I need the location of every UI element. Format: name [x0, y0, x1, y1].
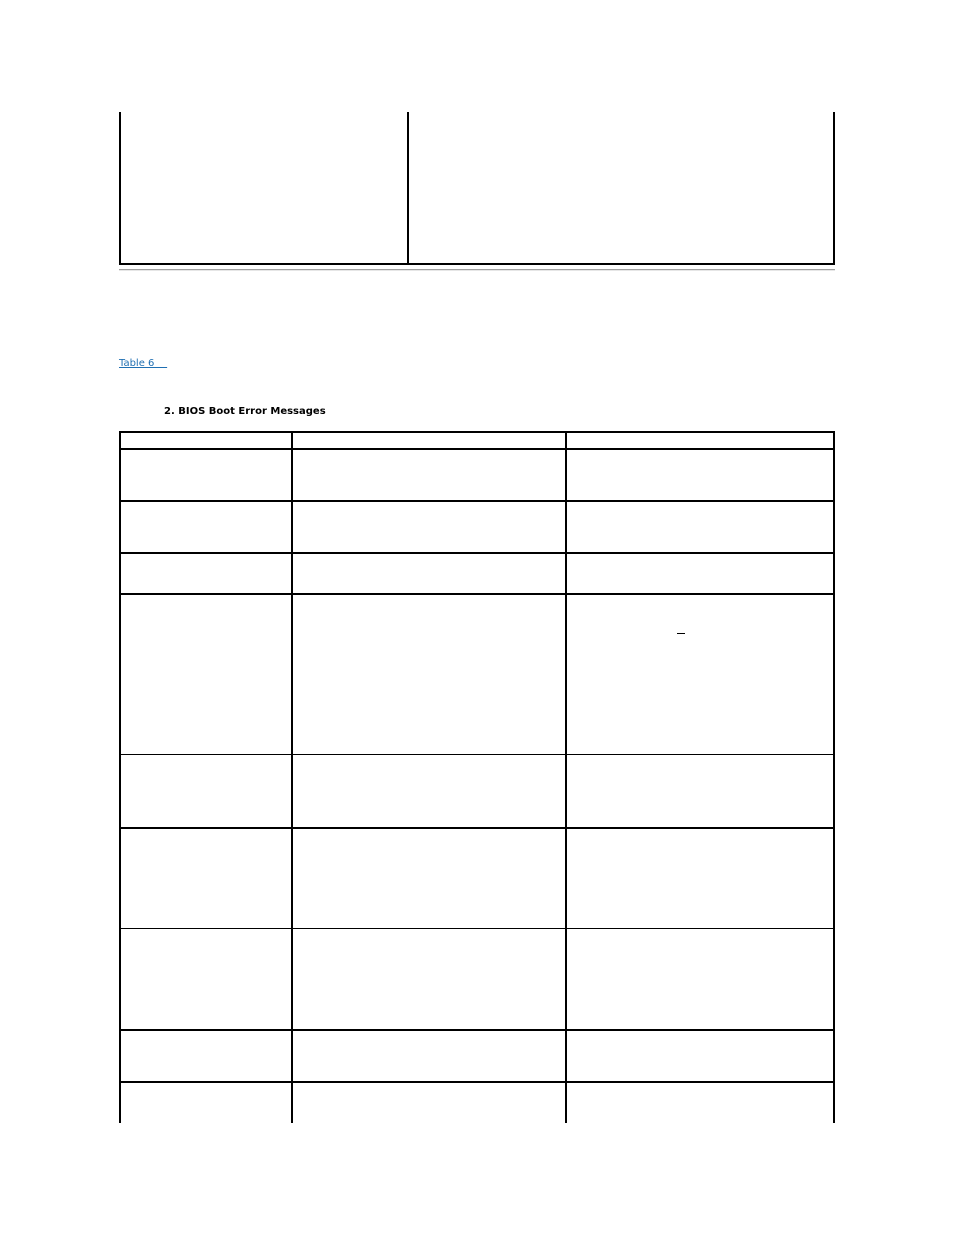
dash-mark: [677, 633, 685, 634]
bios-boot-error-table: [119, 431, 835, 1123]
section-title: 2. BIOS Boot Error Messages: [164, 406, 326, 417]
table-6-link[interactable]: Table 6: [119, 358, 168, 369]
table-column-divider: [291, 433, 293, 1123]
table-row-border: [121, 593, 833, 595]
table-row-border: [121, 827, 833, 829]
table-header-row-border: [121, 448, 833, 450]
horizontal-rule: [119, 269, 835, 271]
table-row-border: [121, 928, 833, 929]
continued-table-fragment: [119, 112, 835, 265]
table-row-border: [121, 500, 833, 502]
table-row-border: [121, 754, 833, 755]
table-column-divider: [565, 433, 567, 1123]
table-row-border: [121, 1029, 833, 1031]
table-row-border: [121, 552, 833, 554]
table-row-border: [121, 1081, 833, 1083]
table-column-divider: [407, 112, 409, 263]
